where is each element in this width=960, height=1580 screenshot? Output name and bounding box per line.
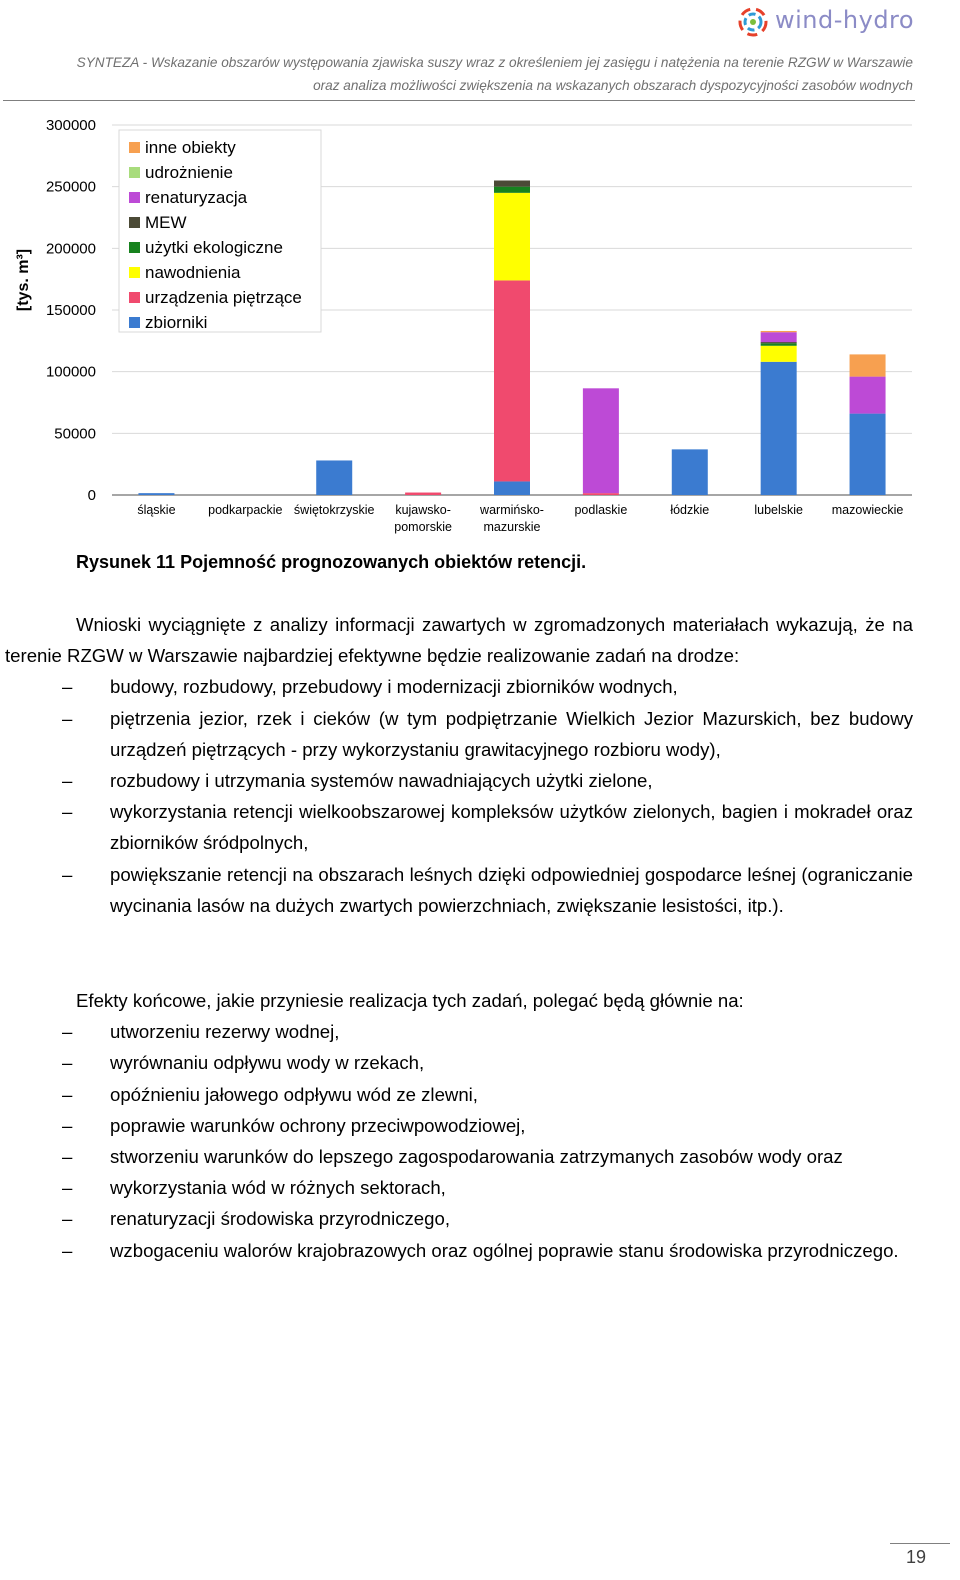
bar-segment (494, 481, 530, 495)
bar-segment (138, 493, 174, 495)
legend-swatch (129, 142, 140, 153)
bar-segment (494, 187, 530, 193)
dash-bullet-icon: – (62, 1208, 73, 1230)
logo-text: wind-hydro (775, 6, 915, 34)
header-divider (3, 100, 915, 101)
list-item-text: powiększanie retencji na obszarach leśnych dzięki odpowiedniej gospodarce leśnej (ograniczanie wycinania lasów na dużych zwartych powierzchniach, zwiększanie lesistości, itp.). (110, 863, 913, 916)
list-item-text: wykorzystania retencji wielkoobszarowej kompleksów użytków zielonych, bagien i mokradeł oraz zbiorników śródpolnych, (110, 801, 913, 854)
list-item-text: wyrównaniu odpływu wody w rzekach, (110, 1052, 425, 1074)
bar-segment (761, 346, 797, 362)
legend-swatch (129, 192, 140, 203)
y-tick-label: 50000 (54, 425, 96, 443)
bar-segment (850, 414, 886, 495)
legend-swatch (129, 267, 140, 278)
dash-bullet-icon: – (62, 1239, 73, 1261)
list-item (5, 1203, 913, 1234)
bar-segment (583, 493, 619, 495)
list-item (5, 1110, 913, 1141)
list-item (5, 703, 913, 765)
legend-swatch (129, 292, 140, 303)
dash-bullet-icon: – (62, 770, 73, 792)
list-item (5, 1141, 913, 1172)
logo-swirl-icon (735, 4, 771, 40)
legend-label: nawodnienia (145, 263, 241, 282)
bar-segment (672, 449, 708, 495)
y-tick-label: 250000 (45, 178, 96, 196)
list-item-text: wzbogaceniu walorów krajobrazowych oraz ogólnej poprawie stanu środowiska przyrodniczego. (110, 1239, 899, 1261)
legend-label: renaturyzacja (145, 188, 248, 207)
list-item-text: budowy, rozbudowy, przebudowy i modernizacji zbiorników wodnych, (110, 676, 678, 698)
x-tick-label: podkarpackie (208, 503, 283, 517)
list-item-text: rozbudowy i utrzymania systemów nawadniających użytki zielone, (110, 770, 653, 792)
x-tick-label: świętokrzyskie (293, 503, 375, 517)
list-item (5, 1079, 913, 1110)
dash-bullet-icon: – (62, 801, 73, 823)
legend-swatch (129, 217, 140, 228)
effects-list (5, 1016, 913, 1266)
effects-section (5, 985, 913, 1266)
list-item-text: renaturyzacji środowiska przyrodniczego, (110, 1208, 450, 1230)
x-tick-label: podlaskie (574, 503, 628, 517)
list-item (5, 1047, 913, 1078)
y-axis-label: [tys. m³] (15, 248, 32, 312)
list-item-text: poprawie warunków ochrony przeciwpowodziowej, (110, 1114, 526, 1136)
bar-segment (761, 362, 797, 495)
dash-bullet-icon: – (62, 1021, 73, 1043)
y-tick-label: 100000 (45, 363, 96, 381)
bar-segment (761, 332, 797, 342)
header-title-line2: oraz analiza możliwości zwiększenia na wskazanych obszarach dyspozycyjności zasobów wodnych (313, 78, 913, 93)
bar-segment (761, 342, 797, 343)
legend-label: udrożnienie (145, 163, 233, 182)
list-item (5, 1172, 913, 1203)
y-tick-label: 0 (87, 487, 96, 504)
wind-hydro-logo (735, 4, 925, 44)
legend-swatch (129, 242, 140, 253)
bar-segment (316, 460, 352, 495)
x-tick-label: lubelskie (754, 503, 803, 517)
conclusions-paragraph: Wnioski wyciągnięte z analizy informacji zawartych w zgromadzonych materiałach wykazują, że na terenie RZGW w Warszawie najbardziej efektywne będzie realizowanie zadań na drodze: (5, 614, 913, 667)
bar-segment (494, 280, 530, 481)
dash-bullet-icon: – (62, 863, 73, 885)
list-item (5, 1016, 913, 1047)
y-tick-label: 200000 (45, 240, 96, 258)
tasks-list (5, 671, 913, 921)
dash-bullet-icon: – (62, 1177, 73, 1199)
dash-bullet-icon: – (62, 707, 73, 729)
effects-paragraph: Efekty końcowe, jakie przyniesie realizacja tych zadań, polegać będą głównie na: (76, 990, 744, 1011)
list-item (5, 671, 913, 702)
retention-capacity-chart (0, 108, 960, 540)
x-tick-label: mazowieckie (831, 503, 904, 517)
list-item (5, 765, 913, 796)
list-item (5, 796, 913, 858)
x-tick-label: śląskie (137, 503, 176, 517)
x-tick-label: warmińsko- (480, 503, 544, 517)
legend-label: urządzenia piętrzące (145, 288, 302, 307)
list-item (5, 859, 913, 921)
legend-swatch (129, 317, 140, 328)
bar-segment (761, 331, 797, 332)
figure-caption: Rysunek 11 Pojemność prognozowanych obiektów retencji. (76, 552, 587, 572)
dash-bullet-icon: – (62, 676, 73, 698)
x-tick-label: pomorskie (394, 520, 452, 534)
bar-segment (405, 493, 441, 495)
y-tick-label: 300000 (45, 117, 96, 134)
conclusions-section (5, 609, 913, 921)
footer-divider (890, 1543, 950, 1544)
list-item-text: stworzeniu warunków do lepszego zagospodarowania zatrzymanych zasobów wody oraz (110, 1146, 843, 1168)
dash-bullet-icon: – (62, 1146, 73, 1168)
legend-label: użytki ekologiczne (145, 238, 283, 257)
bar-segment (850, 377, 886, 414)
bar-segment (761, 343, 797, 345)
list-item-text: wykorzystania wód w różnych sektorach, (110, 1177, 446, 1199)
legend-swatch (129, 167, 140, 178)
bar-segment (494, 193, 530, 281)
list-item-text: opóźnieniu jałowego odpływu wód ze zlewni, (110, 1083, 478, 1105)
bar-segment (494, 181, 530, 187)
header-title-line1: SYNTEZA - Wskazanie obszarów występowania zjawiska suszy wraz z określeniem jej zasięgu i natężenia na terenie RZGW w Warszawie (76, 55, 913, 70)
list-item-text: piętrzenia jezior, rzek i cieków (w tym podpiętrzanie Wielkich Jezior Mazurskich, bez budowy urządzeń piętrzących - przy wykorzystaniu grawitacyjnego rozbioru wody), (110, 707, 913, 760)
legend-label: zbiorniki (145, 313, 208, 332)
bar-segment (850, 354, 886, 376)
legend-label: MEW (145, 213, 187, 232)
bar-segment (583, 388, 619, 493)
page-number: 19 (906, 1547, 927, 1567)
dash-bullet-icon: – (62, 1083, 73, 1105)
x-tick-label: mazurskie (483, 520, 541, 534)
x-tick-label: kujawsko- (395, 503, 451, 517)
dash-bullet-icon: – (62, 1052, 73, 1074)
dash-bullet-icon: – (62, 1114, 73, 1136)
x-tick-label: łódzkie (670, 503, 710, 517)
y-tick-label: 150000 (45, 302, 96, 319)
list-item-text: utworzeniu rezerwy wodnej, (110, 1021, 340, 1043)
legend-label: inne obiekty (145, 138, 236, 157)
list-item (5, 1235, 913, 1266)
